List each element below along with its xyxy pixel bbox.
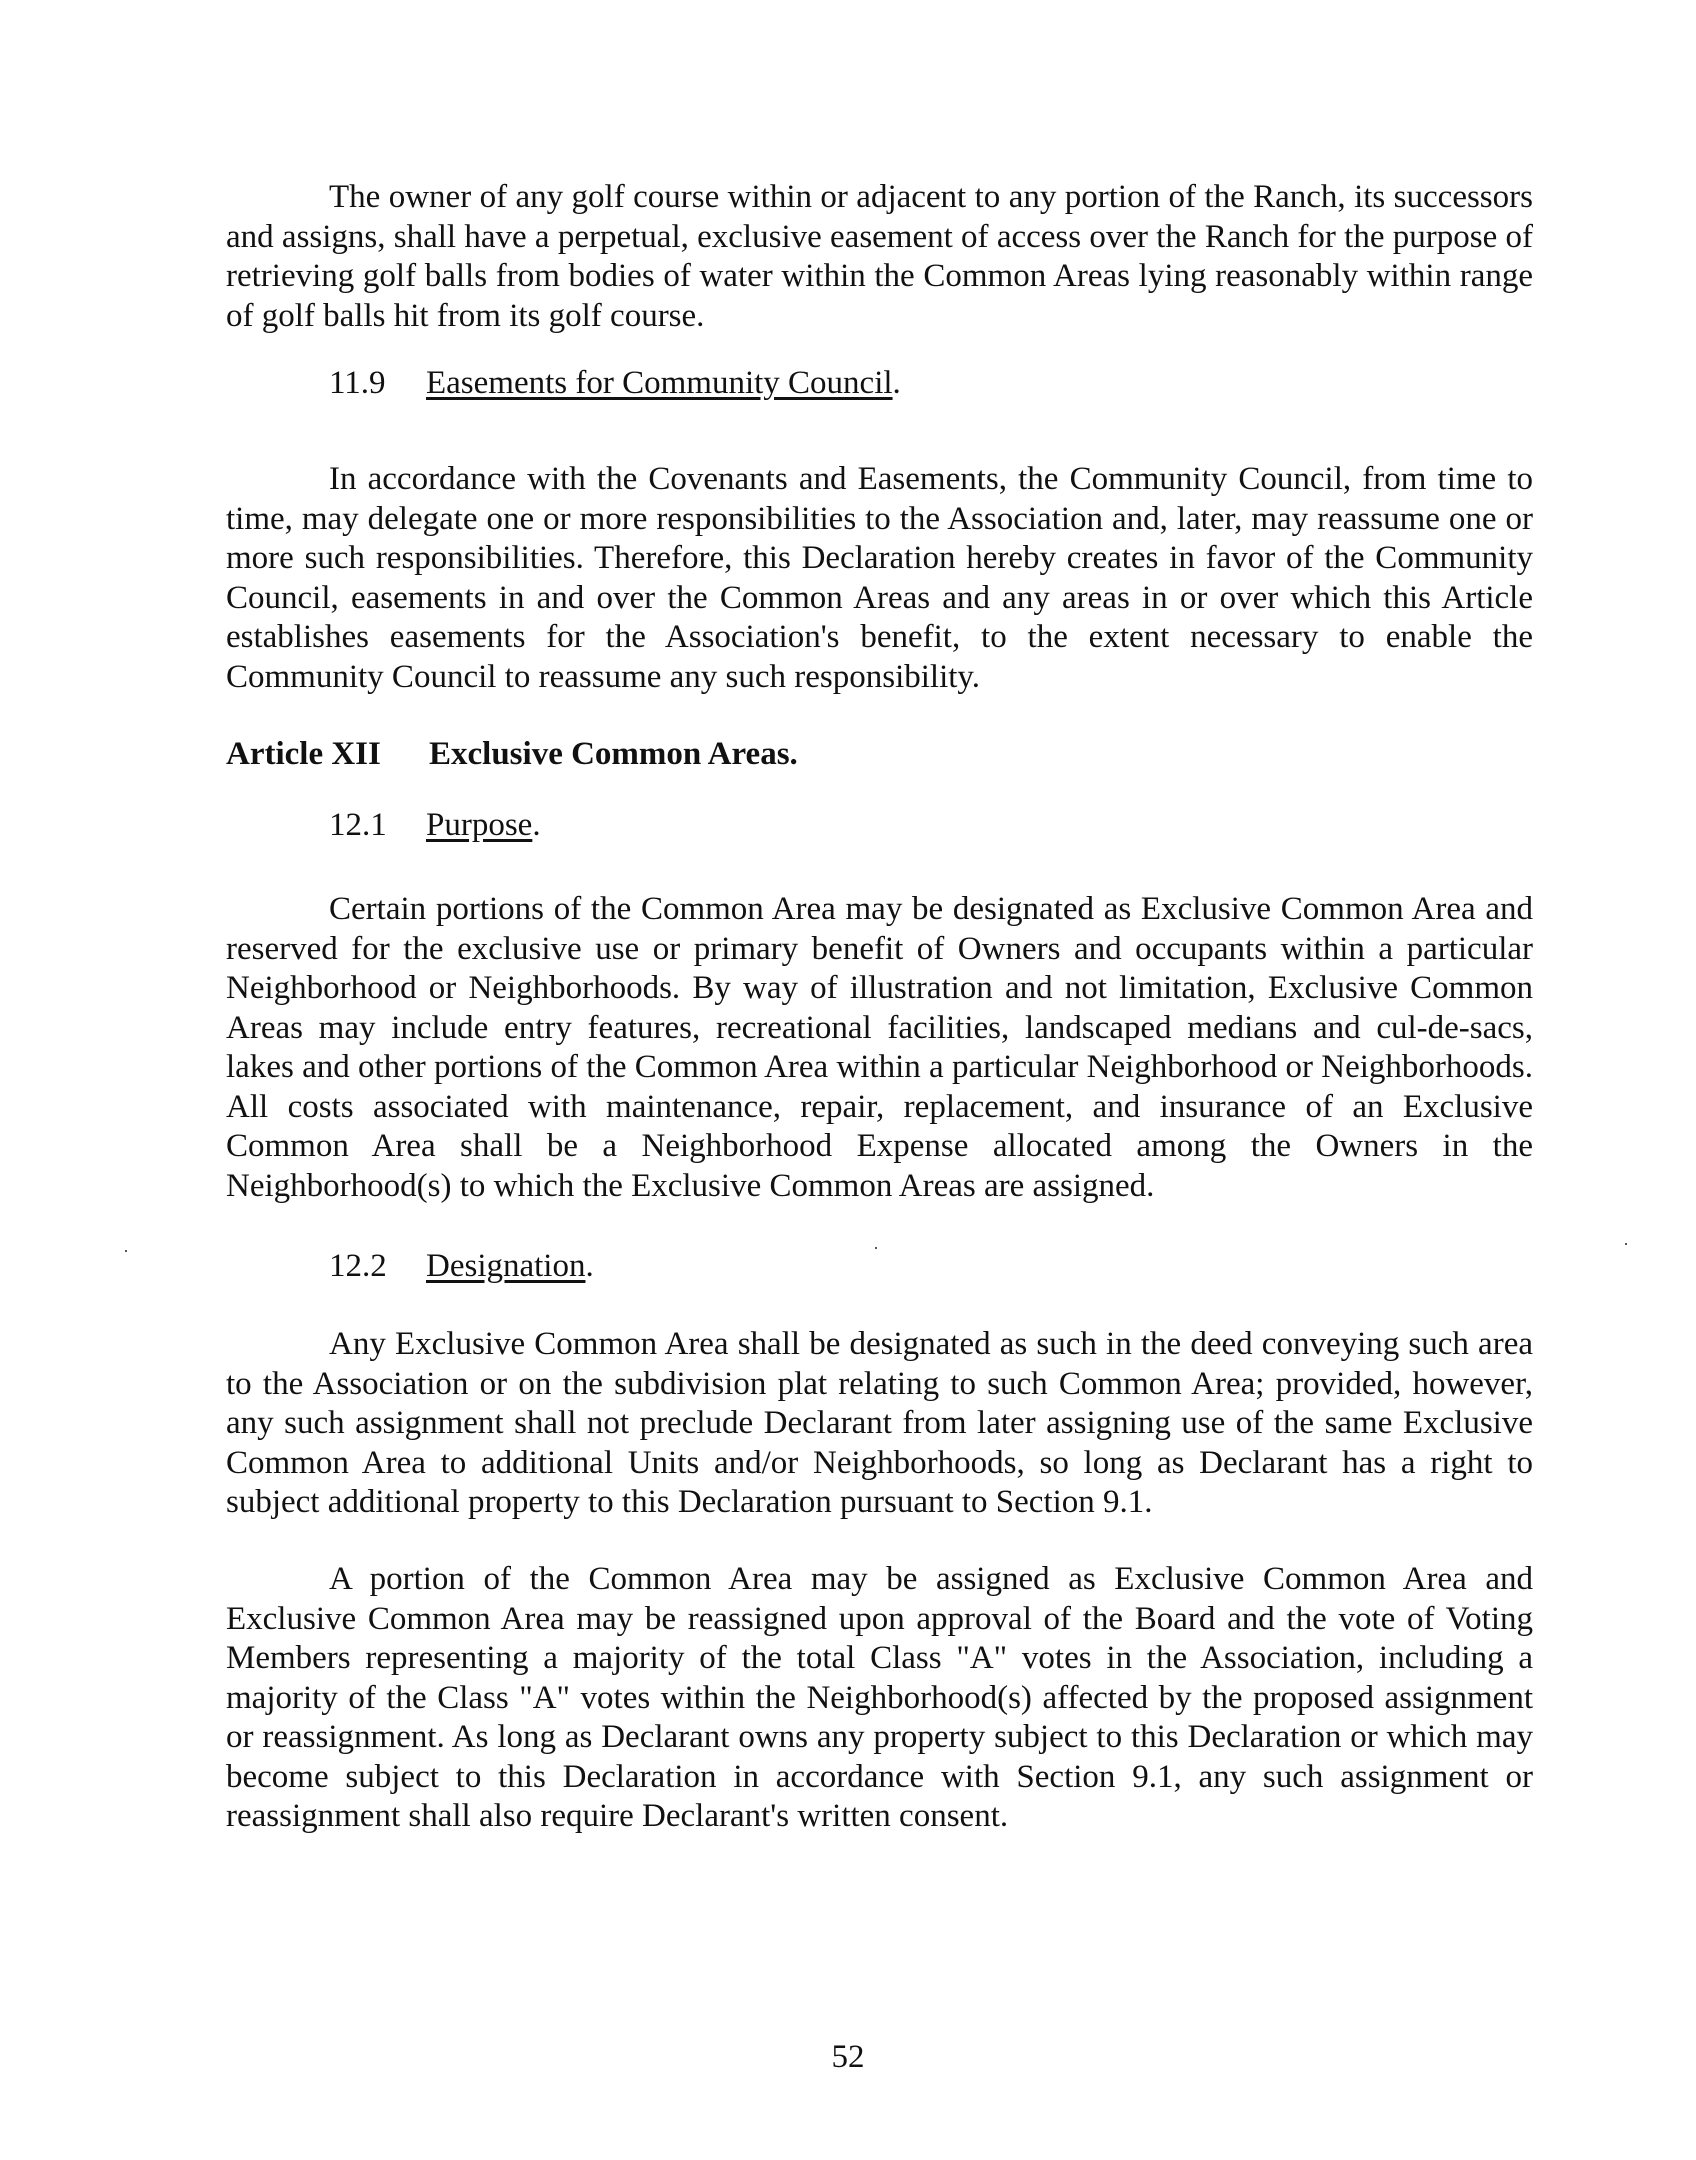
section-12-2-title: Designation: [426, 1248, 586, 1284]
section-12-1-title: Purpose: [426, 807, 533, 843]
scan-speck: [875, 1247, 877, 1249]
page-number: 52: [831, 2039, 865, 2075]
section-12-2-heading: [329, 1247, 594, 1287]
section-11-9-heading: [329, 364, 901, 404]
section-12-1-heading: [329, 806, 541, 846]
section-11-9-title: Easements for Community Council: [426, 365, 893, 401]
paragraph-community-council: In accordance with the Covenants and Easements, the Community Council, from time to time, may delegate one or more responsibilities to the Association and, later, may reassume one or more such responsibilities. Therefore, this Declaration hereby creates in favor of the Community Council, easements in and over the Common Areas and any areas in or over which this Article establishes easements for the Association's benefit, to the extent necessary to enable the Community Council to reassume any such responsibility.: [226, 461, 1533, 695]
section-12-2-number: 12.2: [329, 1248, 387, 1284]
paragraph-designation-deed: Any Exclusive Common Area shall be designated as such in the deed conveying such area to the Association or on the subdivision plat relating to such Common Area; provided, however, any such assignment shall not preclude Declarant from later assigning use of the same Exclusive Common Area to additional Units and/or Neighborhoods, so long as Declarant has a right to subject additional property to this Declaration pursuant to Section 9.1.: [226, 1326, 1533, 1520]
article-12-heading: [226, 735, 798, 775]
paragraph-golf-course-easement: The owner of any golf course within or adjacent to any portion of the Ranch, its successors and assigns, shall have a perpetual, exclusive easement of access over the Ranch for the purpose of retrieving golf balls from bodies of water within the Common Areas lying reasonably within range of golf balls hit from its golf course.: [226, 179, 1533, 334]
section-12-1-title-period: .: [532, 807, 541, 843]
section-11-9-title-period: .: [892, 365, 901, 401]
section-12-1-number: 12.1: [329, 807, 387, 843]
paragraph-designation-reassignment: A portion of the Common Area may be assigned as Exclusive Common Area and Exclusive Common Area may be reassigned upon approval of the Board and the vote of Voting Members representing a majority of the total Class "A" votes in the Association, including a majority of the Class "A" votes within the Neighborhood(s) affected by the proposed assignment or reassignment. As long as Declarant owns any property subject to this Declaration or which may become subject to this Declaration in accordance with Section 9.1, any such assignment or reassignment shall also require Declarant's written consent.: [226, 1561, 1533, 1834]
scan-speck: [1625, 1243, 1627, 1245]
article-12-label: Article XII: [226, 736, 381, 772]
scan-speck: [125, 1250, 127, 1252]
section-12-2-title-period: .: [585, 1248, 594, 1284]
paragraph-purpose: Certain portions of the Common Area may be designated as Exclusive Common Area and reserved for the exclusive use or primary benefit of Owners and occupants within a particular Neighborhood or Neighborhoods. By way of illustration and not limitation, Exclusive Common Areas may include entry features, recreational facilities, landscaped medians and cul-de-sacs, lakes and other portions of the Common Area within a particular Neighborhood or Neighborhoods. All costs associated with maintenance, repair, replacement, and insurance of an Exclusive Common Area shall be a Neighborhood Expense allocated among the Owners in the Neighborhood(s) to which the Exclusive Common Areas are assigned.: [226, 891, 1533, 1204]
article-12-title: Exclusive Common Areas.: [429, 736, 798, 772]
section-11-9-number: 11.9: [329, 365, 386, 401]
